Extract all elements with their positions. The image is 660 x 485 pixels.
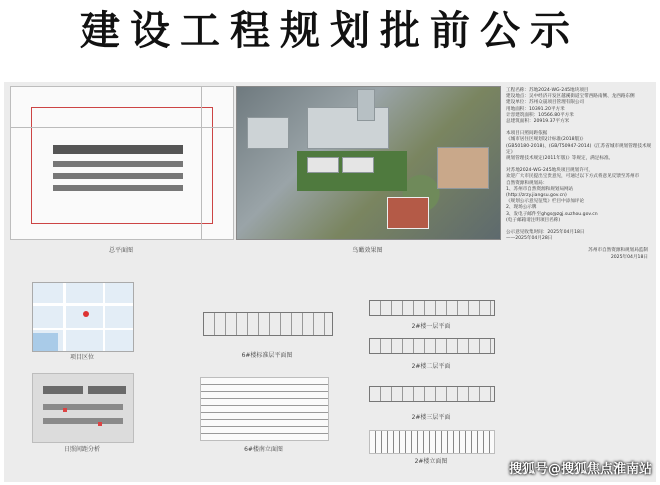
info-line: 建设单位：苏州众晟项目管理有限公司 [506,100,585,106]
page-title: 建设工程规划批前公示 [80,8,580,54]
aerial-caption: 鸟瞰效果图 [352,247,383,254]
info-line: 用地面积：10391.20平方米 [506,106,565,112]
info-line: 总建筑面积：20919.37平方米 [506,119,570,125]
bldg2-f3-caption: 2#楼三层平面 [411,414,451,421]
info-line: 1、苏州市自然资源和规划局网站 [506,186,574,192]
info-line: 计容建筑面积：10566.80平方米 [506,112,574,118]
watermark-text: 搜狐号@搜狐焦点淮南站 [508,462,652,477]
bldg2-floor3-plan [369,386,495,402]
bldg2-floor1-plan [369,300,495,316]
aerial-rendering-image [236,86,501,240]
bldg2-elev-caption: 2#楼立面图 [414,458,448,465]
info-line: 工程名称：苏地2024-WG-245地块项目 [506,88,589,93]
site-plan-caption: 总平面图 [108,247,133,254]
project-info-text [506,88,654,261]
info-line: 《城市居住区规划设计标准(2018版)》 [506,137,586,143]
info-line: 《规划公示意见征集》栏目中添加评论 [506,199,585,205]
info-line: 3、发电子邮件至ghgs@zgj.suzhou.gov.cn [506,211,598,217]
info-line: 建设地点：吴中经济开发区越溪街道宝带西路南侧、龙西路东侧 [506,94,635,100]
info-line: ——2025年04月28日 [506,236,553,242]
info-line: (http://zrzy.jiangsu.gov.cn) [506,193,567,199]
info-line: (GB50180-2018)、(GB/T50947-2014)《江苏省城市规划管理技术规定》 [506,143,652,155]
bldg2-f1-caption: 2#楼一层平面 [411,323,451,330]
info-line: 规划管理技术规定(2011年版)》等规定，满足标准。 [506,156,614,162]
info-line: 对苏地2024-WG-245地块项目规划许可， [506,168,594,174]
bldg2-f2-caption: 2#楼二层平面 [411,363,451,370]
info-line: (电子邮箱请注明项目名称) [506,217,561,223]
sunlight-analysis-image [32,373,134,443]
info-line: 自然资源和规划局： [506,180,548,186]
info-line: 本项目日照间距依据 [506,131,548,137]
bldg6-plan-caption: 6#楼标准层平面图 [241,352,293,359]
info-line: 2025年04月18日 [610,254,648,260]
bldg6-floor-plan [203,312,333,336]
location-map-image [32,282,134,352]
info-line: 欢迎广大市民提出宝贵意见，可通过以下方式将意见反馈至苏州市 [506,174,640,180]
info-line: 苏州市自然资源和规划局监制 [588,248,648,254]
sunlight-caption: 日照间距分析 [63,446,100,453]
bldg2-floor2-plan [369,338,495,354]
site-plan-panel [10,86,234,240]
info-line: 公示意见收集时间：2025年04月18日 [506,230,585,236]
info-line: 2、现场公示牌 [506,205,537,211]
bldg2-elevation [369,430,495,454]
location-caption: 项目区位 [69,354,94,361]
bldg6-elev-caption: 6#楼南立面图 [244,446,283,453]
bldg6-elevation [200,377,329,441]
